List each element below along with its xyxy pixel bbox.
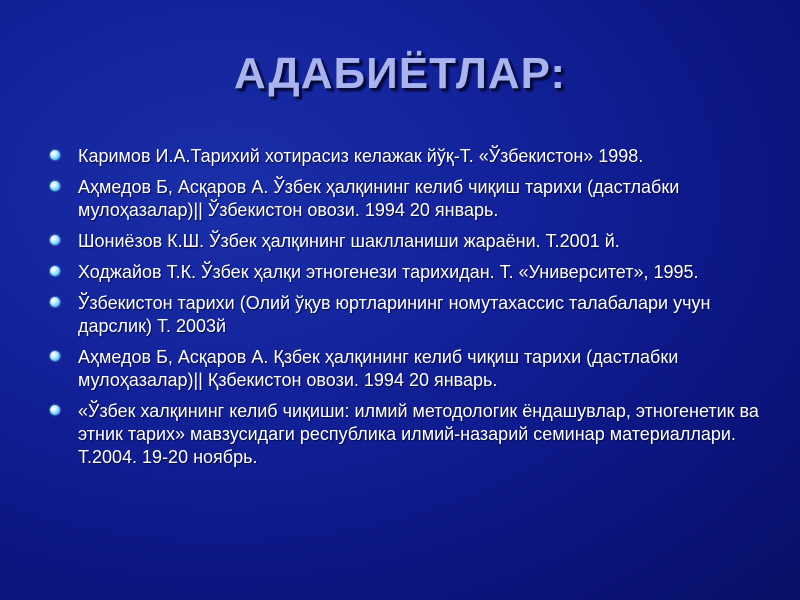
list-item <box>46 176 766 222</box>
reference-text: Шониёзов К.Ш. Ўзбек ҳалқининг шаклланиши жараёни. Т.2001 й. <box>78 231 620 251</box>
list-item <box>46 261 766 284</box>
reference-text: Каримов И.А.Тарихий хотирасиз келажак йўқ-Т. «Ўзбекистон» 1998. <box>78 146 644 166</box>
reference-text: «Ўзбек халқининг келиб чиқиши: илмий методологик ёндашувлар, этногенетик ва этник тарих» мавзусидаги республика илмий-назарий семинар материаллари. Т.2004. 19-20 ноябрь. <box>78 401 759 467</box>
reference-text: Ўзбекистон тарихи (Олий ўқув юртларининг номутахассис талабалари учун дарслик) Т. 2003й <box>78 293 711 336</box>
list-item <box>46 145 766 168</box>
round-bullet-icon <box>50 266 60 276</box>
round-bullet-icon <box>50 181 60 191</box>
round-bullet-icon <box>50 150 60 160</box>
round-bullet-icon <box>50 405 60 415</box>
references-list <box>46 145 766 477</box>
round-bullet-icon <box>50 351 60 361</box>
round-bullet-icon <box>50 235 60 245</box>
list-item <box>46 346 766 392</box>
reference-text: Ходжайов Т.К. Ўзбек ҳалқи этногенези тарихидан. Т. «Университет», 1995. <box>78 262 699 282</box>
slide-title: АДАБИЁТЛАР: <box>233 49 567 99</box>
list-item <box>46 400 766 469</box>
round-bullet-icon <box>50 297 60 307</box>
list-item <box>46 230 766 253</box>
reference-text: Аҳмедов Б, Асқаров А. Қзбек ҳалқининг келиб чиқиш тарихи (дастлабки мулоҳазалар)|| Қзбекистон овози. 1994 20 январь. <box>78 347 679 390</box>
list-item <box>46 292 766 338</box>
reference-text: Аҳмедов Б, Асқаров А. Ўзбек ҳалқининг келиб чиқиш тарихи (дастлабки мулоҳазалар)|| Ўзбекистон овози. 1994 20 январь. <box>78 177 680 220</box>
